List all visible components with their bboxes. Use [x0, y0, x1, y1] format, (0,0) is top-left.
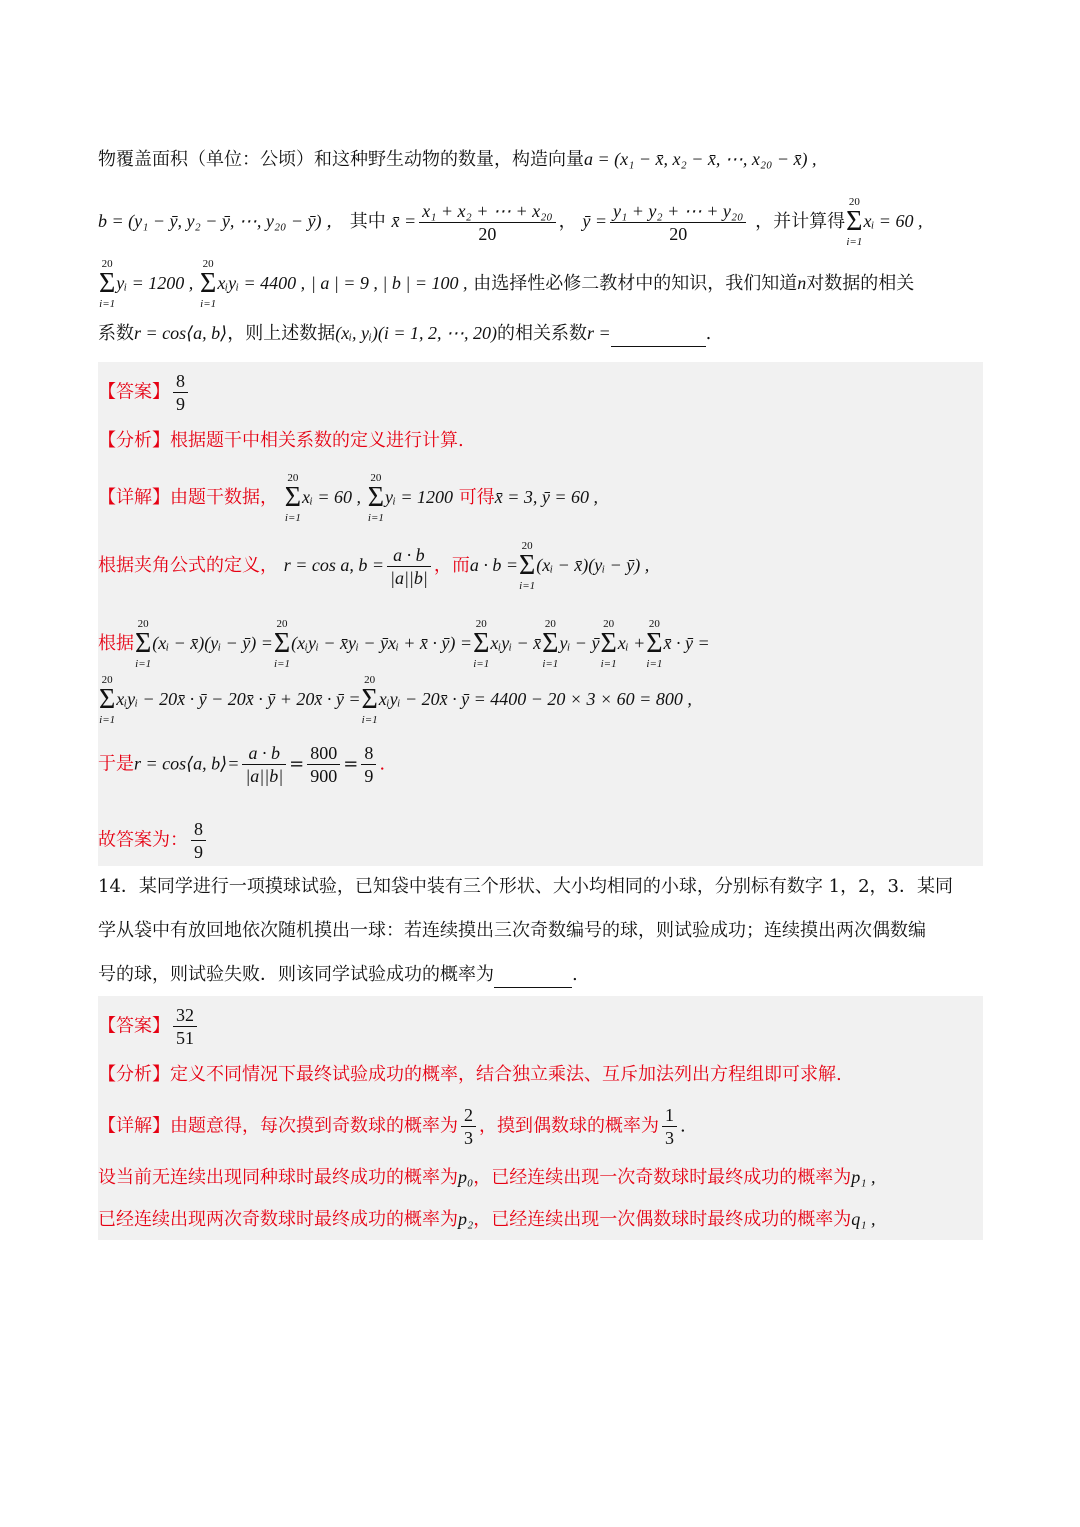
- sum-upper: 20: [603, 618, 615, 630]
- q14-line-2: [98, 918, 926, 944]
- fraction-denominator: 3: [665, 1128, 674, 1148]
- fraction-denominator: |a||b|: [390, 567, 428, 588]
- sum-lower: i=1: [200, 298, 217, 310]
- expand-term: xᵢ +: [617, 633, 646, 653]
- sigma: Σ: [846, 206, 863, 237]
- fraction-numerator: 800: [307, 742, 340, 765]
- detail-text: 已经连续出现两次奇数球时最终成功的概率为: [98, 1209, 458, 1230]
- fraction-denominator: |a||b|: [245, 766, 284, 786]
- p1-symbol: p₁ ,: [851, 1167, 876, 1187]
- sum-y-value: yᵢ = 1200: [385, 487, 454, 507]
- sum-symbol: [846, 196, 862, 248]
- vector-b-definition: b = (y₁ − ȳ, y₂ − ȳ, ⋯, y₂₀ − ȳ) ，: [98, 211, 345, 231]
- fraction-denominator: 51: [176, 1028, 194, 1048]
- sum-lower: i=1: [99, 714, 116, 726]
- sum-symbol: [473, 618, 489, 670]
- odd-probability-fraction: [461, 1104, 476, 1149]
- expand-term: xᵢyᵢ − x̄: [490, 633, 542, 653]
- answer-label: 【答案】: [98, 1015, 170, 1037]
- q13-answer: [98, 370, 191, 415]
- q14-text: 号的球，则试验失败．则该同学试验成功的概率为: [98, 964, 494, 985]
- q1-symbol: q₁ ,: [851, 1209, 876, 1229]
- p2-symbol: p₂: [458, 1209, 474, 1229]
- answer-blank: [494, 969, 572, 988]
- sum-lower: i=1: [846, 236, 863, 248]
- sum-symbol: [285, 472, 301, 524]
- q14-analysis: [98, 1062, 842, 1088]
- fraction-denominator: 9: [364, 766, 374, 786]
- q13-text: 其中: [349, 211, 386, 232]
- detail-label: 【详解】: [98, 1115, 170, 1137]
- detail-text: 设当前无连续出现同种球时最终成功的概率为: [98, 1167, 458, 1188]
- fraction-denominator: 20: [478, 223, 497, 244]
- sum-upper: 20: [521, 540, 533, 552]
- sum-symbol: [274, 618, 290, 670]
- value-fraction: [307, 742, 340, 787]
- expand-term: x̄ · ȳ =: [663, 633, 710, 653]
- sum-upper: 20: [648, 618, 660, 630]
- q13-line-3: [98, 258, 914, 310]
- answer-blank: [611, 328, 706, 347]
- detail-text: 可得: [458, 487, 495, 508]
- result-fraction: [361, 742, 376, 787]
- correlation-definition: r = cos⟨a, b⟩: [134, 323, 228, 343]
- sum-upper: 20: [276, 618, 288, 630]
- detail-text: ，而: [433, 555, 470, 576]
- ybar-label: ȳ =: [582, 211, 607, 231]
- detail-label: 【详解】: [98, 487, 170, 508]
- fraction-denominator: 900: [310, 766, 338, 786]
- sum-lower: i=1: [473, 658, 490, 670]
- sigma: Σ: [367, 482, 385, 513]
- period: .: [379, 753, 386, 775]
- sum-x-value: xᵢ = 60 ,: [863, 211, 923, 231]
- sum-upper: 20: [544, 618, 556, 630]
- sum-lower: i=1: [284, 512, 301, 524]
- sum-y-value: yᵢ = 1200 ,: [116, 273, 194, 293]
- q13-expand-2: [98, 674, 692, 726]
- fraction-denominator: 3: [464, 1128, 473, 1148]
- q13-analysis: [98, 428, 464, 454]
- vector-a-definition: a = (x₁ − x̄, x₂ − x̄, ⋯, x₂₀ − x̄) ,: [584, 149, 817, 169]
- sum-symbol: [362, 674, 378, 726]
- sum-symbol: [600, 618, 616, 670]
- fraction-numerator: 32: [173, 1004, 197, 1027]
- cos-formula: r = cos a, b =: [283, 555, 385, 575]
- fraction-numerator: a · b: [242, 742, 286, 765]
- n-variable: n: [797, 273, 807, 293]
- sum-symbol: [200, 258, 216, 310]
- sigma: Σ: [361, 684, 378, 715]
- p0-symbol: p₀: [458, 1167, 474, 1187]
- fraction-denominator: 20: [669, 223, 688, 244]
- expand-term: yᵢ − ȳ: [559, 633, 600, 653]
- fraction-numerator: x₁ + x₂ + ⋯ + x₂₀: [419, 200, 555, 223]
- sum-symbol: [99, 258, 115, 310]
- detail-text: ，已经连续出现一次奇数球时最终成功的概率为: [473, 1167, 852, 1188]
- final-fraction: [191, 818, 206, 863]
- detail-text: ，已经连续出现一次偶数球时最终成功的概率为: [473, 1209, 852, 1230]
- analysis-text: 定义不同情况下最终试验成功的概率，结合独立乘法、互斥加法列出方程组即可求解.: [170, 1064, 842, 1085]
- detail-text: 于是: [98, 753, 134, 775]
- sum-xy-value: xᵢyᵢ = 4400 ,: [217, 273, 306, 293]
- q13-text: 系数: [98, 323, 134, 344]
- sum-upper: 20: [287, 472, 299, 484]
- sigma: Σ: [99, 268, 116, 299]
- sum-upper: 20: [101, 258, 113, 270]
- sum-symbol: [135, 618, 151, 670]
- sum-upper: 20: [101, 674, 113, 686]
- cos-formula: r = cos⟨a, b⟩=: [134, 753, 240, 774]
- sum-upper: 20: [364, 674, 376, 686]
- sigma: Σ: [200, 268, 217, 299]
- sum-lower: i=1: [600, 658, 617, 670]
- xbar-fraction: [419, 200, 555, 245]
- q14-set-2: [98, 1206, 876, 1233]
- dot-fraction: [387, 544, 431, 589]
- q13-line-2: b = (y₁ − ȳ, y₂ − ȳ, ⋯, y₂₀ − ȳ) ， 其中 x̄ = $\frac{\text{x₁ + x₂ + ⋯ + x₂₀}}{20}$ ， ȳ = $\frac{\text{y₁ + y₂ + ⋯ + y₂₀}}{20}$ ，并计算得 20 Σ i=1 xᵢ = 60 ,: [98, 196, 923, 248]
- sum-lower: i=1: [135, 658, 152, 670]
- means-value: x̄ = 3, ȳ = 60 ,: [494, 487, 599, 507]
- fraction-numerator: a · b: [387, 544, 431, 567]
- sigma: Σ: [135, 628, 152, 659]
- dot-product: a · b =: [469, 555, 518, 575]
- q13-detail: [98, 472, 598, 524]
- sum-symbol: [542, 618, 558, 670]
- xbar-label: x̄ =: [391, 211, 417, 231]
- q13-text: ，则上述数据: [227, 323, 336, 344]
- sum-symbol: [99, 674, 115, 726]
- answer-fraction: [173, 370, 188, 415]
- fraction-denominator: 9: [194, 842, 203, 862]
- dot-product-sum: (xᵢ − x̄)(yᵢ − ȳ) ,: [536, 555, 650, 575]
- sum-lower: i=1: [99, 298, 116, 310]
- sum-lower: i=1: [542, 658, 559, 670]
- fraction-numerator: 1: [662, 1104, 677, 1127]
- q14-text: 14．某同学进行一项摸球试验，已知袋中装有三个形状、大小均相同的小球，分别标有数字 1，2，3．某同: [98, 876, 953, 897]
- fraction-numerator: 8: [191, 818, 206, 841]
- q14-set-1: [98, 1164, 876, 1191]
- sum-upper: 20: [475, 618, 487, 630]
- sigma: Σ: [273, 628, 291, 659]
- detail-text: 根据: [98, 633, 134, 654]
- sigma: Σ: [473, 628, 490, 659]
- expand-term: xᵢyᵢ − 20x̄ · ȳ − 20x̄ · ȳ + 20x̄ · ȳ =: [116, 689, 361, 709]
- q14-line-3: 号的球，则试验失败．则该同学试验成功的概率为 .: [98, 962, 578, 988]
- detail-text: 由题意得，每次摸到奇数球的概率为: [170, 1115, 458, 1137]
- sum-upper: 20: [202, 258, 214, 270]
- answer-fraction: [173, 1004, 197, 1049]
- fraction-numerator: 8: [361, 742, 376, 765]
- sum-upper: 20: [137, 618, 149, 630]
- sigma: Σ: [518, 550, 536, 581]
- q13-expand-1: [98, 618, 710, 670]
- analysis-label: 【分析】: [98, 1064, 170, 1085]
- q13-line-4: 系数r = cos⟨a, b⟩，则上述数据(xᵢ, yᵢ)(i = 1, 2, ⋯, 20)的相关系数r = .: [98, 320, 711, 347]
- sigma: Σ: [542, 628, 559, 659]
- detail-text: 由题干数据，: [170, 487, 278, 508]
- even-probability-fraction: [662, 1104, 677, 1149]
- q13-text: 的相关系数: [497, 323, 588, 344]
- expand-result: xᵢyᵢ − 20x̄ · ȳ = 4400 − 20 × 3 × 60 = 800 ,: [378, 689, 692, 709]
- sum-lower: i=1: [646, 658, 663, 670]
- q14-detail: 【详解】由题意得，每次摸到奇数球的概率为 $\frac{2}{3}$ ，摸到偶数球的概率为 $\frac{1}{3}$ .: [98, 1105, 686, 1148]
- fraction-numerator: y₁ + y₂ + ⋯ + y₂₀: [610, 200, 746, 223]
- sum-lower: i=1: [274, 658, 291, 670]
- q13-text: ，并计算得: [755, 211, 846, 232]
- final-text: 故答案为：: [98, 829, 188, 851]
- sum-symbol: [368, 472, 384, 524]
- detail-text: 根据夹角公式的定义，: [98, 555, 278, 576]
- sum-upper: 20: [370, 472, 382, 484]
- sum-upper: 20: [848, 196, 860, 208]
- expand-term: (xᵢyᵢ − x̄yᵢ − ȳxᵢ + x̄ · ȳ) =: [291, 633, 473, 653]
- sum-lower: i=1: [361, 714, 378, 726]
- sum-symbol: [519, 540, 535, 592]
- vector-magnitudes: | a | = 9 , | b | = 100 ,: [310, 273, 468, 293]
- q13-text: 由选择性必修二教材中的知识，我们知道: [473, 273, 798, 294]
- sum-lower: i=1: [367, 512, 384, 524]
- sigma: Σ: [646, 628, 663, 659]
- expand-term: (xᵢ − x̄)(yᵢ − ȳ) =: [152, 633, 273, 653]
- dot-fraction: [242, 742, 286, 787]
- sum-x-value: xᵢ = 60 ,: [302, 487, 362, 507]
- data-pairs: (xᵢ, yᵢ)(i = 1, 2, ⋯, 20): [335, 323, 498, 343]
- ybar-fraction: [610, 200, 746, 245]
- sum-lower: i=1: [519, 580, 536, 592]
- q13-line-1: [98, 146, 817, 173]
- sigma: Σ: [600, 628, 617, 659]
- analysis-label: 【分析】: [98, 430, 170, 451]
- q14-answer: [98, 1004, 200, 1049]
- q13-yushi: 于是r = cos⟨a, b⟩= $\frac{a \cdot b}{|a||b|}$ = $\frac{800}{900}$ = $\frac{8}{9}$ .: [98, 743, 386, 786]
- fraction-numerator: 8: [173, 370, 188, 393]
- q13-final: [98, 818, 209, 863]
- analysis-text: 根据题干中相关系数的定义进行计算.: [170, 430, 464, 451]
- q14-line-1: [98, 874, 953, 900]
- q13-text: 对数据的相关: [806, 273, 915, 294]
- q13-text: 物覆盖面积（单位：公顷）和这种野生动物的数量，构造向量: [98, 149, 584, 170]
- q13-angle: [98, 540, 649, 592]
- fraction-numerator: 2: [461, 1104, 476, 1127]
- q14-text: 学从袋中有放回地依次随机摸出一球：若连续摸出三次奇数编号的球，则试验成功；连续摸出两次偶数编: [98, 920, 926, 941]
- sigma: Σ: [284, 482, 302, 513]
- detail-text: ，摸到偶数球的概率为: [479, 1115, 659, 1137]
- answer-label: 【答案】: [98, 381, 170, 403]
- sigma: Σ: [99, 684, 116, 715]
- fraction-denominator: 9: [176, 394, 185, 414]
- r-label: r =: [587, 323, 611, 343]
- sum-symbol: [646, 618, 662, 670]
